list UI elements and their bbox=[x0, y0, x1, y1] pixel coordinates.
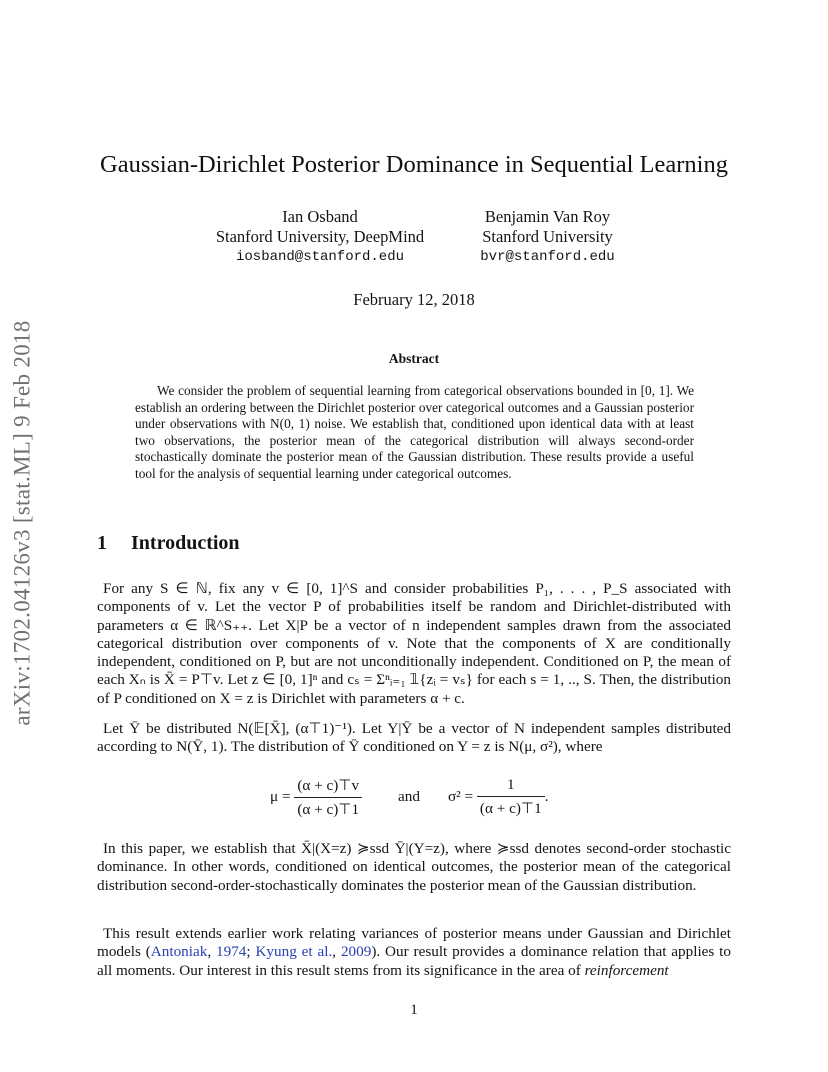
citation-year-link[interactable]: 1974 bbox=[216, 943, 247, 961]
citation-link[interactable]: Antoniak bbox=[150, 943, 208, 961]
citation-separator: ; bbox=[246, 943, 256, 961]
equation-mu bbox=[270, 772, 362, 822]
author-name: Benjamin Van Roy bbox=[484, 207, 611, 226]
sigma-lhs: σ² = bbox=[448, 788, 474, 805]
author-affiliation: Stanford University bbox=[482, 227, 613, 246]
citation-year-link[interactable]: 2009 bbox=[340, 943, 372, 961]
equation-mu-sigma bbox=[260, 772, 600, 822]
sigma-numerator: 1 bbox=[477, 776, 545, 797]
sigma-fraction bbox=[477, 776, 545, 818]
section-number: 1 bbox=[97, 532, 107, 554]
citation-link[interactable]: Kyung et al. bbox=[255, 943, 333, 961]
mu-fraction bbox=[294, 776, 362, 819]
paragraph-4: This result extends earlier work relating variances of posterior means under Gaussian and Dirichlet models (Antoniak, 1974; Kyung et al., 2009). Our result provides a dominance relation that applies to all moments. Our interest in this result stems from its significance in the area of reinforcement bbox=[97, 925, 731, 979]
equation-and bbox=[398, 772, 420, 822]
paragraph-4-emphasis: reinforcement bbox=[584, 961, 669, 979]
abstract-heading: Abstract bbox=[388, 351, 440, 366]
author-email[interactable]: bvr@stanford.edu bbox=[480, 249, 615, 265]
mu-lhs: μ = bbox=[270, 788, 291, 805]
equation-sigma bbox=[448, 772, 549, 822]
paragraph-2: Let Ȳ be distributed N(𝔼[X̄], (α⊤1)⁻¹). Let Y|Ȳ be a vector of N independent samples distributed according to N(Ȳ, 1). The distribution of Ȳ conditioned on Y = z is N(μ, σ²), where bbox=[97, 720, 731, 756]
author-name: Ian Osband bbox=[282, 207, 358, 226]
paragraph-3: In this paper, we establish that X̄|(X=z) ≽ssd Ȳ|(Y=z), where ≽ssd denotes second-order stochastic dominance. In other words, conditioned on identical outcomes, the posterior mean of the categorical distribution second-order-stochastically dominates the posterior mean of the Gaussian distribution. bbox=[97, 840, 731, 894]
author-email[interactable]: iosband@stanford.edu bbox=[235, 249, 405, 265]
paragraph-4-text-a: This result extends earlier work relating variances of posterior means under Gaussian and Dirichlet models ( bbox=[97, 925, 731, 961]
sigma-denominator: (α + c)⊤1 bbox=[479, 800, 542, 817]
abstract-text: We consider the problem of sequential learning from categorical observations bounded in [0, 1]. We establish an ordering between the Dirichlet posterior over categorical outcomes and a Gaussian posterior under observations with N(0, 1) noise. We establish that, conditioned upon identical data with at least two observations, the posterior mean of the categorical distribution will always second-order stochastically dominate the posterior mean of the Gaussian distribution. These results provide a useful tool for the analysis of sequential learning under categorical outcomes. bbox=[135, 383, 694, 481]
page-number: 1 bbox=[410, 1002, 418, 1018]
paragraph-1: For any S ∈ ℕ, fix any v ∈ [0, 1]^S and consider probabilities P₁, . . . , P_S associated with components of v. Let the vector P of probabilities itself be random and Dirichlet-distributed with parameters α ∈ ℝ^S₊₊. Let X|P be a vector of n independent samples drawn from the associated categorical distribution over components of v. Note that the components of X are conditionally independent, conditioned on P, but are not unconditionally independent. Conditioned on P, the mean of each Xₙ is X̄ = P⊤v. Let z ∈ [0, 1]ⁿ and cₛ = Σⁿᵢ₌₁ 𝟙{zᵢ = vₛ} for each s = 1, .., S. Then, the distribution of P conditioned on X = z is Dirichlet with parameters α + c. bbox=[97, 580, 731, 707]
author-affiliation: Stanford University, DeepMind bbox=[215, 227, 425, 246]
section-heading bbox=[97, 532, 240, 555]
mu-numerator: (α + c)⊤v bbox=[294, 776, 362, 798]
paper-title: Gaussian-Dirichlet Posterior Dominance in Sequential Learning bbox=[100, 151, 728, 178]
author-block-2 bbox=[470, 207, 625, 267]
paragraph-4-text-b: ). Our result provides a dominance relation that applies to all moments. Our interest in this result stems from its significance in the area of bbox=[97, 943, 731, 979]
paper-date: February 12, 2018 bbox=[353, 290, 475, 309]
mu-denominator: (α + c)⊤1 bbox=[297, 800, 360, 818]
section-title: Introduction bbox=[131, 532, 240, 554]
equation-end: . bbox=[544, 788, 549, 805]
author-block-1 bbox=[205, 207, 435, 267]
equation-and-word: and bbox=[398, 788, 420, 805]
arxiv-stamp-text: arXiv:1702.04126v3 [stat.ML] 9 Feb 2018 bbox=[10, 320, 35, 726]
